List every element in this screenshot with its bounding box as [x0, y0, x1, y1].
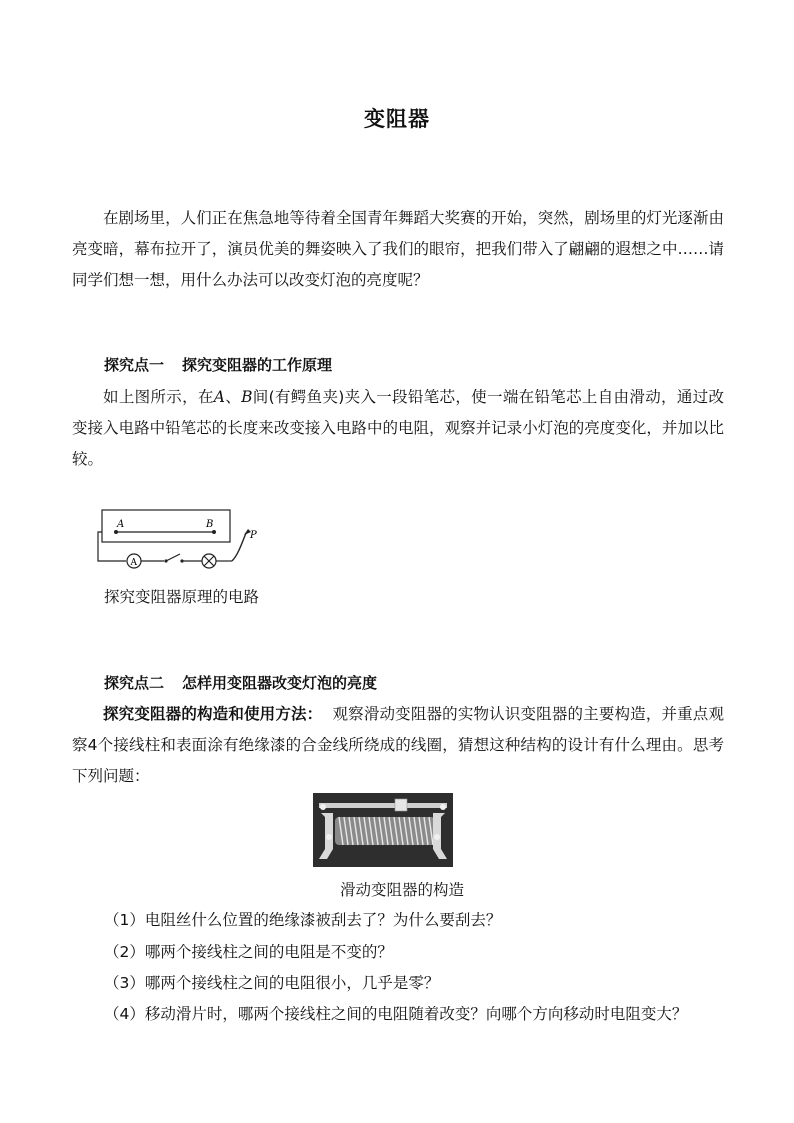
terminal-top-left: [320, 804, 326, 810]
terminal-bottom-right: [434, 834, 440, 840]
variable-a: A: [213, 388, 225, 406]
label-p: P: [250, 530, 257, 541]
section2-heading: [104, 672, 377, 693]
slider-lead: [232, 533, 246, 561]
section2-paragraph: [72, 699, 724, 792]
section1-heading: [104, 354, 332, 375]
slider-knob: [395, 799, 407, 811]
label-b: B: [206, 519, 214, 530]
terminal-top-right: [440, 804, 446, 810]
variable-b: B: [241, 388, 253, 406]
section1-paragraph: [72, 382, 724, 475]
switch-blade: [166, 554, 180, 561]
page-title: 变阻器: [364, 107, 430, 131]
clip-a-dot: [114, 530, 118, 534]
ammeter-label: A: [130, 558, 137, 568]
separator: 、: [224, 388, 242, 406]
section1-title: 探究变阻器的工作原理: [182, 356, 333, 374]
circuit-caption: 探究变阻器原理的电路: [104, 588, 260, 606]
rheostat-caption: 滑动变阻器的构造: [339, 881, 464, 899]
section1-label: 探究点一: [104, 356, 165, 374]
question-2: （2）哪两个接线柱之间的电阻是不变的？: [104, 943, 393, 961]
section2-title: 怎样用变阻器改变灯泡的亮度: [182, 674, 378, 692]
intro-paragraph: 在剧场里，人们正在焦急地等待着全国青年舞蹈大奖赛的开始，突然，剧场里的灯光逐渐由亮变暗，幕布拉开了，演员优美的舞姿映入了我们的眼帘，把我们带入了翩翩的遐想之中……请同学们想一想，用什么办法可以改变灯泡的亮度呢？: [72, 209, 724, 289]
section2-bold-lead: 探究变阻器的构造和使用方法：: [103, 705, 323, 723]
section1-text-part2: 间(有鳄鱼夹)夹入一段铅笔芯，使一端在铅笔芯上自由滑动，通过改变接入电路中铅笔芯的长度来改变接入电路中的电阻，观察并记录小灯泡的亮度变化，并加以比较。: [72, 388, 724, 468]
question-3: （3）哪两个接线柱之间的电阻很小，几乎是零？: [104, 974, 440, 992]
section2-label: 探究点二: [104, 674, 165, 692]
question-4: （4）移动滑片时，哪两个接线柱之间的电阻随着改变？向哪个方向移动时电阻变大？: [104, 1005, 688, 1023]
circuit-diagram: [96, 505, 266, 575]
label-a: A: [117, 519, 125, 530]
rheostat-photo: [313, 793, 453, 867]
clip-b-dot: [212, 530, 216, 534]
terminal-bottom-left: [326, 834, 332, 840]
question-1: （1）电阻丝什么位置的绝缘漆被刮去了？为什么要刮去？: [104, 911, 502, 929]
section2-text: 观察滑动变阻器的实物认识变阻器的主要构造，并重点观察4个接线柱和表面涂有绝缘漆的合金线所绕成的线圈，猜想这种结构的设计有什么理由。思考下列问题：: [72, 705, 724, 785]
section1-text-part1: 如上图所示，在: [103, 388, 214, 406]
slider-rod: [319, 803, 447, 808]
